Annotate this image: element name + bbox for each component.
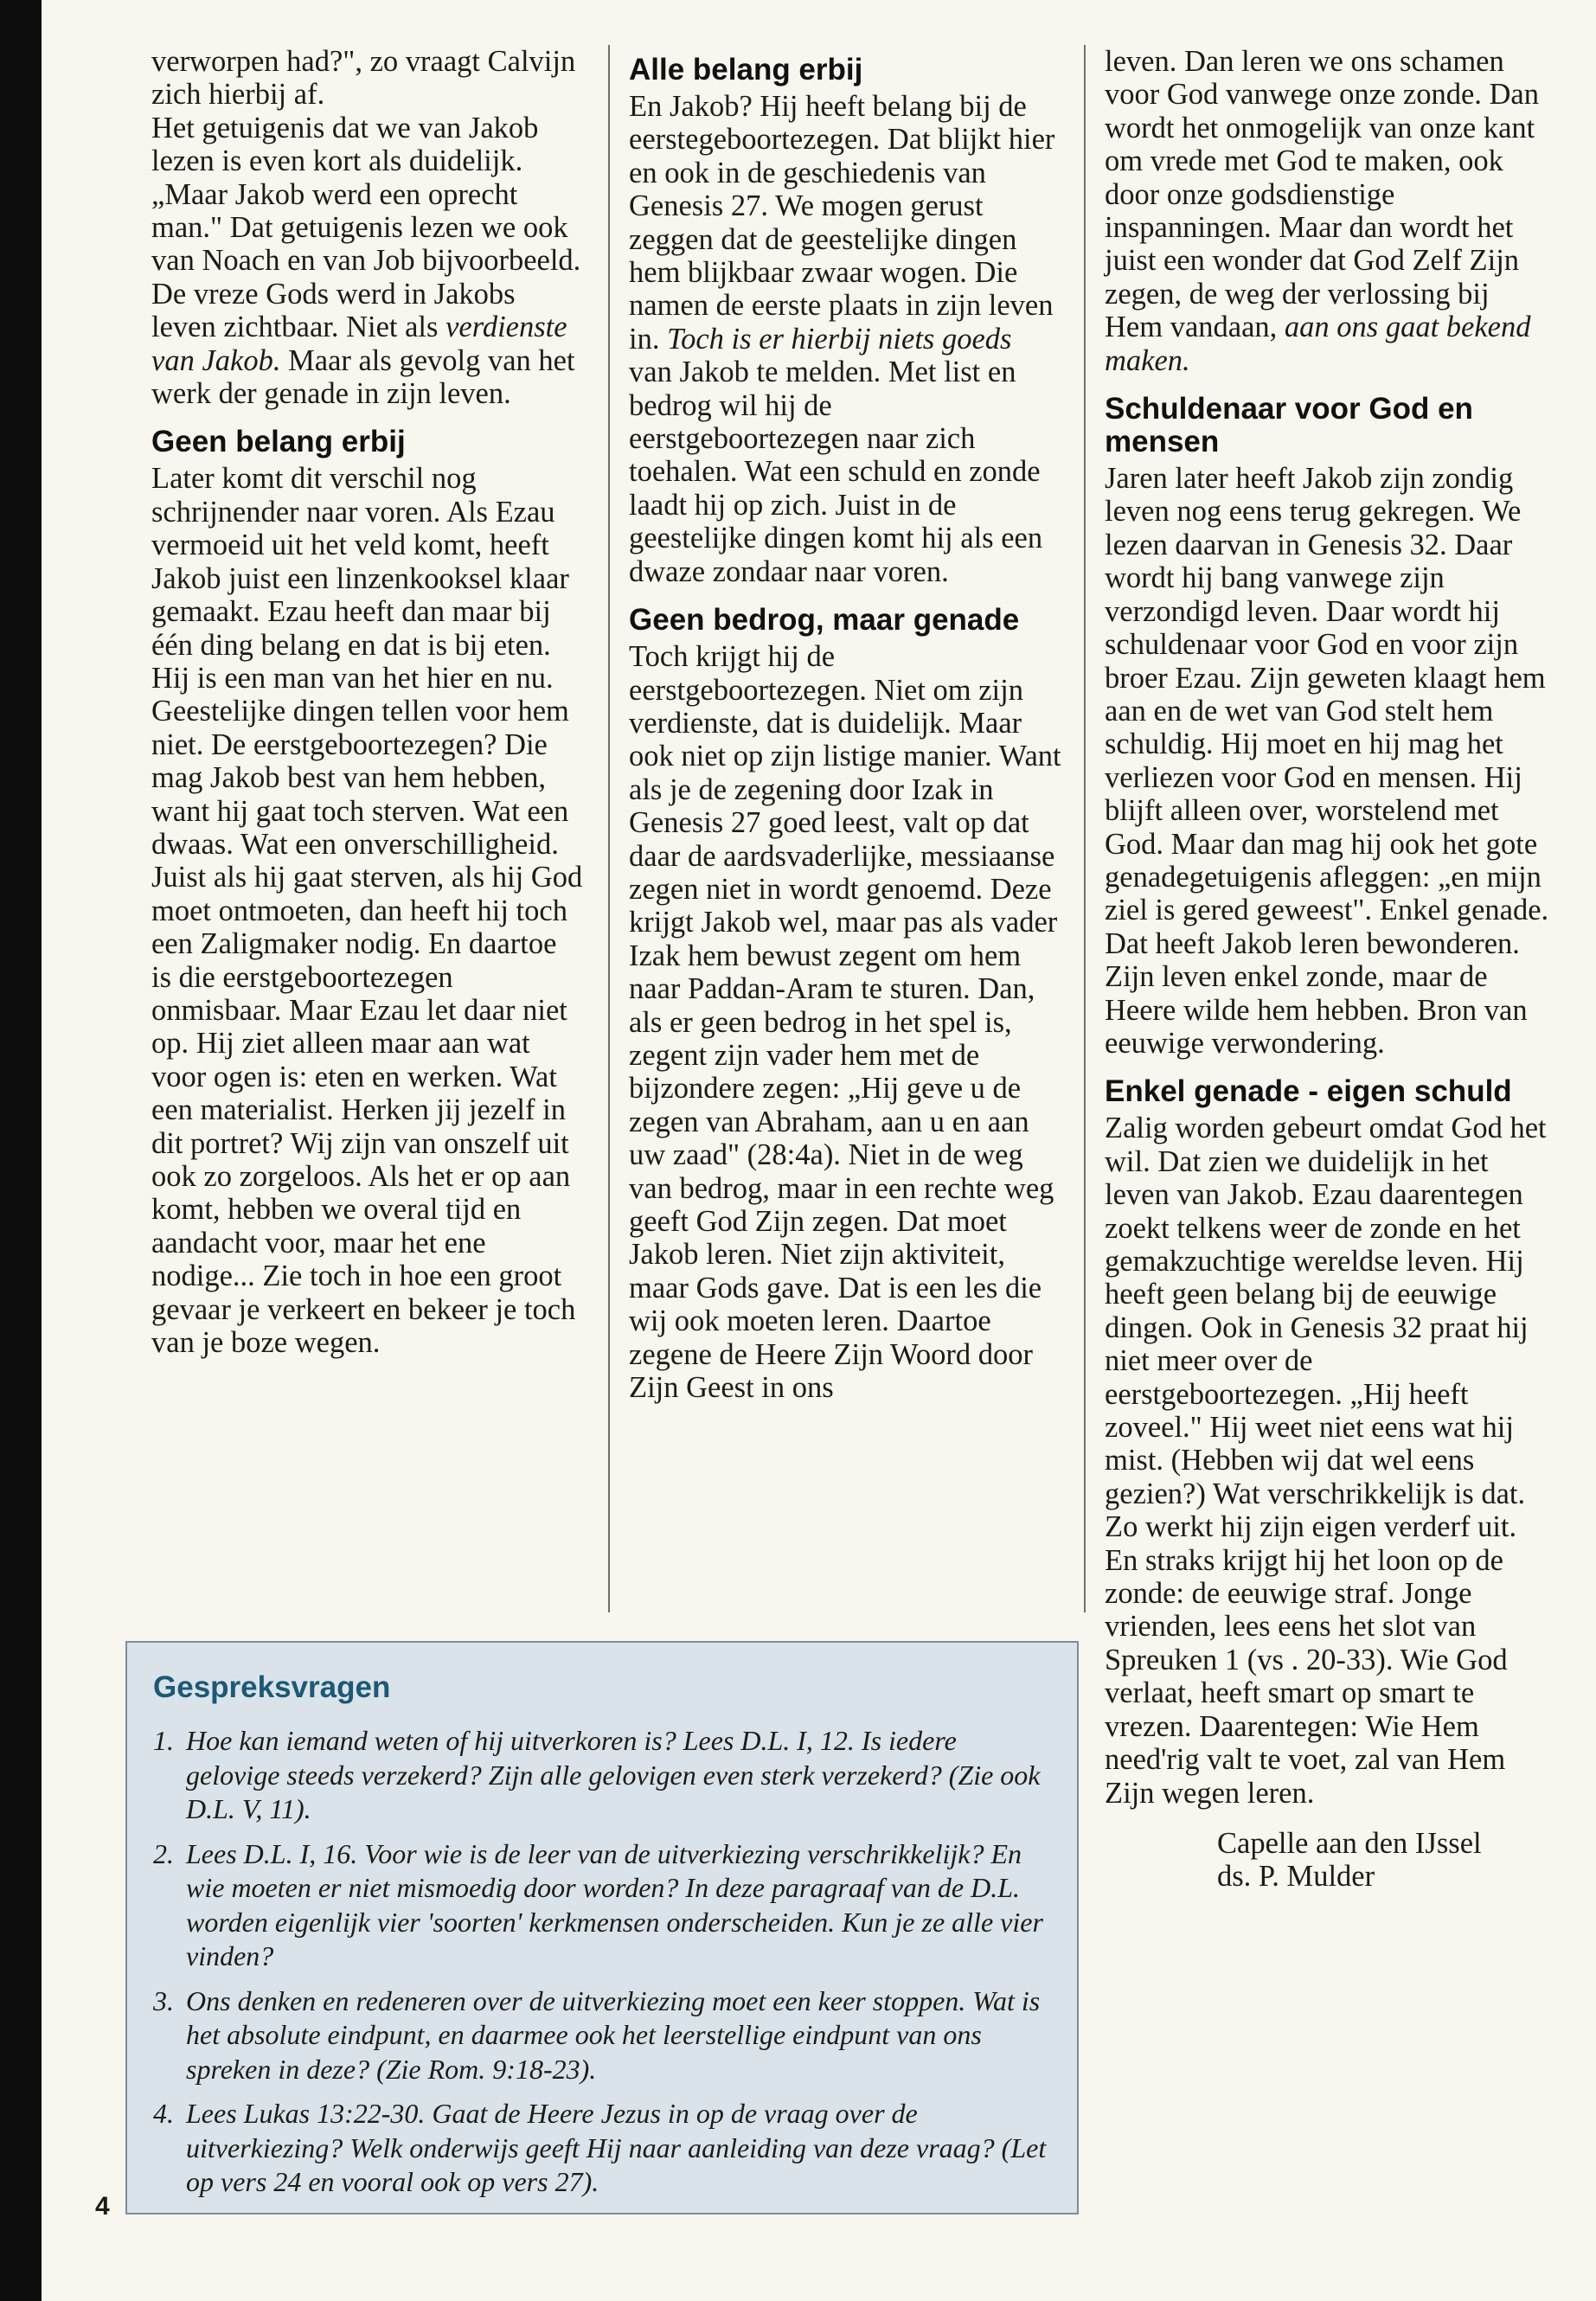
page-edge [0, 0, 42, 2301]
body-paragraph: Later komt dit verschil nog schrijnender naar voren. Als Ezau vermoeid uit het veld komt, heeft Jakob juist een linzenkooksel klaar gemaakt. Ezau heeft dan maar bij één ding belang en dat is bij eten. Hij is een man van het hier en nu. Geestelijke dingen tellen voor hem niet. De eerstgeboortezegen? Die mag Jakob best van hem hebben, want hij gaat toch sterven. Wat een dwaas. Wat een onverschilligheid. Juist als hij gaat sterven, als hij God moet ontmoeten, dan heeft hij toch een Zaligmaker nodig. En daartoe is die eerstgeboortezegen onmisbaar. Maar Ezau let daar niet op. Hij ziet alleen maar aan wat voor ogen is: eten en werken. Wat een materialist. Herken jij jezelf in dit portret? Wij zijn van onszelf uit ook zo zorgeloos. Als het er op aan komt, hebben we overal tijd en aandacht voor, maar het ene nodige... Zie toch in hoe een groot gevaar je verkeert en bekeer je toch van je boze wegen. [151, 462, 583, 1360]
column3-paragraph-3: Zalig worden gebeurt omdat God het wil. Dat zien we duidelijk in het leven van Jakob. Ezau daarentegen zoekt telkens weer de zonde en het gemakzuchtige wereldse leven. Hij heeft geen belang bij de eeuwige dingen. Ook in Genesis 32 praat hij niet meer over de eerstgeboortezegen. „Hij heeft zoveel." Hij weet niet eens wat hij mist. (Hebben wij dat wel eens gezien?) Wat verschrikkelijk is dat. Zo werkt hij zijn eigen verderf uit. En straks krijgt hij het loon op de zonde: de eeuwige straf. Jonge vrienden, lees eens het slot van Spreuken 1 (vs . 20-33). Wie God verlaat, heeft smart op smart te vrezen. Daarentegen: Wie Hem need'rig valt te voet, zal van Hem Zijn wegen leren. [1105, 1112, 1547, 1810]
intro-text: Het getuigenis dat we van Jakob lezen is even kort als duidelijk. „Maar Jakob werd een oprecht man." Dat getuigenis lezen we ook van Noach en van Job bijvoorbeeld. De vreze Gods werd in Jakobs leven zichtbaar. Niet als [151, 111, 581, 344]
intro-paragraph-2 [151, 112, 584, 411]
question-item [153, 1837, 1051, 1974]
intro-italic: verdienste van Jakob. [151, 311, 567, 377]
question-number: 3. [153, 1984, 174, 2016]
column-1 [151, 45, 584, 1359]
column2-paragraph-1 [629, 90, 1061, 588]
signature [1105, 1827, 1554, 1893]
question-number: 4. [153, 2098, 174, 2129]
intro-paragraph-1: verworpen had?", zo vraagt Calvijn zich hierbij af. [151, 45, 576, 112]
question-text: Ons denken en redeneren over de uitverkiezing moet een keer stoppen. Wat is het absolute eindpunt, en daarmee ook het leerstellige eindpunt van ons spreken in deze? (Zie Rom. 9:18-23). [186, 1984, 1041, 2085]
question-text: Hoe kan iemand weten of hij uitverkoren is? Lees D.L. I, 12. Is iedere gelovige steeds verzekerd? Zijn alle gelovigen even sterk verzekerd? (Zie ook D.L. V, 11). [186, 1725, 1041, 1824]
column3-paragraph-1 [1105, 45, 1554, 377]
heading-geen-bedrog: Geen bedrog, maar genade [629, 603, 1020, 638]
questions-list [127, 1724, 1077, 2200]
question-number: 2. [153, 1837, 174, 1869]
heading-geen-belang: Geen belang erbij [151, 425, 406, 459]
para1-end: van Jakob te melden. Met list en bedrog wil hij de eerstgeboortezegen naar zich toehalen. Wat een schuld en zonde laadt hij op zich. Juist in de geestelijke dingen komt hij als een dwaze zondaar naar voren. [629, 356, 1043, 588]
page-number: 4 [95, 2192, 110, 2221]
question-item [153, 1724, 1051, 1827]
discussion-questions-box [125, 1641, 1079, 2214]
question-item [153, 1984, 1051, 2087]
signature-name: ds. P. Mulder [1217, 1859, 1375, 1893]
heading-enkel-genade: Enkel genade - eigen schuld [1105, 1074, 1512, 1109]
question-text: Lees Lukas 13:22-30. Gaat de Heere Jezus in op de vraag over de uitverkiezing? Welk onderwijs geeft Hij naar aanleiding van deze vraag? (Let op vers 24 en vooral ook op vers 27). [186, 2098, 1047, 2197]
question-item [153, 2097, 1051, 2200]
column3-paragraph-2: Jaren later heeft Jakob zijn zondig leven nog eens terug gekregen. We lezen daarvan in Genesis 32. Daar wordt hij bang vanwege zijn verzondigd leven. Daar wordt hij schuldenaar voor God en voor zijn broer Ezau. Zijn geweten klaagt hem aan en de wet van God stelt hem schuldig. Hij moet en hij mag het verliezen voor God en mensen. Hij blijft alleen over, worstelend met God. Maar dan mag hij ook het gote genadegetuigenis afleggen: „en mijn ziel is gered geweest". Enkel genade. Dat heeft Jakob leren bewonderen. Zijn leven enkel zonde, maar de Heere wilde hem hebben. Bron van eeuwige verwondering. [1105, 462, 1549, 1060]
column2-paragraph-2: Toch krijgt hij de eerstgeboortezegen. Niet om zijn verdienste, dat is duidelijk. Maar ook niet op zijn listige manier. Want als je de zegening door Izak in Genesis 27 goed leest, valt op dat daar de aardsvaderlijke, messiaanse zegen niet in wordt genoemd. Deze krijgt Jakob wel, maar pas als vader Izak hem bewust zegent om hem naar Paddan-Aram te sturen. Dan, als er geen bedrog in het spel is, zegent zijn vader hem met de bijzondere zegen: „Hij geve u de zegen van Abraham, aan u en aan uw zaad" (28:4a). Niet in de weg van bedrog, maar in een rechte weg geeft God Zijn zegen. Dat moet Jakob leren. Niet zijn aktiviteit, maar Gods gave. Dat is een les die wij ook moeten leren. Daartoe zegene de Heere Zijn Woord door Zijn Geest in ons [629, 640, 1061, 1405]
heading-alle-belang: Alle belang erbij [629, 53, 863, 87]
column-3 [1105, 45, 1554, 1893]
c3-para1: leven. Dan leren we ons schamen voor God vanwege onze zonde. Dan wordt het onmogelijk van onze kant om vrede met God te maken, ook door onze godsdienstige inspanningen. Maar dan wordt het juist een wonder dat God Zelf Zijn zegen, de weg der verlossing bij Hem vandaan, [1105, 45, 1539, 344]
question-text: Lees D.L. I, 16. Voor wie is de leer van de uitverkiezing verschrikkelijk? En wie moeten er niet mismoedig door worden? In deze paragraaf van de D.L. worden eigenlijk vier 'soorten' kerkmensen onderscheiden. Kun je ze alle vier vinden? [186, 1837, 1043, 1971]
column-2 [629, 45, 1061, 1404]
signature-place: Capelle aan den IJssel [1217, 1826, 1482, 1860]
column-divider-1 [608, 45, 610, 1612]
para1-start: En Jakob? Hij heeft belang bij de eerstegeboortezegen. Dat blijkt hier en ook in de geschiedenis van Genesis 27. We mogen gerust zeggen dat de geestelijke dingen hem blijkbaar zwaar wogen. Die namen de eerste plaats in zijn leven in. [629, 90, 1055, 356]
question-number: 1. [153, 1725, 174, 1756]
questions-title: Gespreksvragen [153, 1670, 391, 1704]
c3-para1-italic: aan ons gaat bekend maken. [1105, 311, 1531, 377]
para1-italic: Toch is er hierbij niets goeds [667, 322, 1012, 356]
column-divider-2 [1084, 45, 1086, 1612]
heading-schuldenaar: Schuldenaar voor God en mensen [1105, 392, 1473, 459]
intro-end: Maar als gevolg van het werk der genade in zijn leven. [151, 343, 575, 411]
